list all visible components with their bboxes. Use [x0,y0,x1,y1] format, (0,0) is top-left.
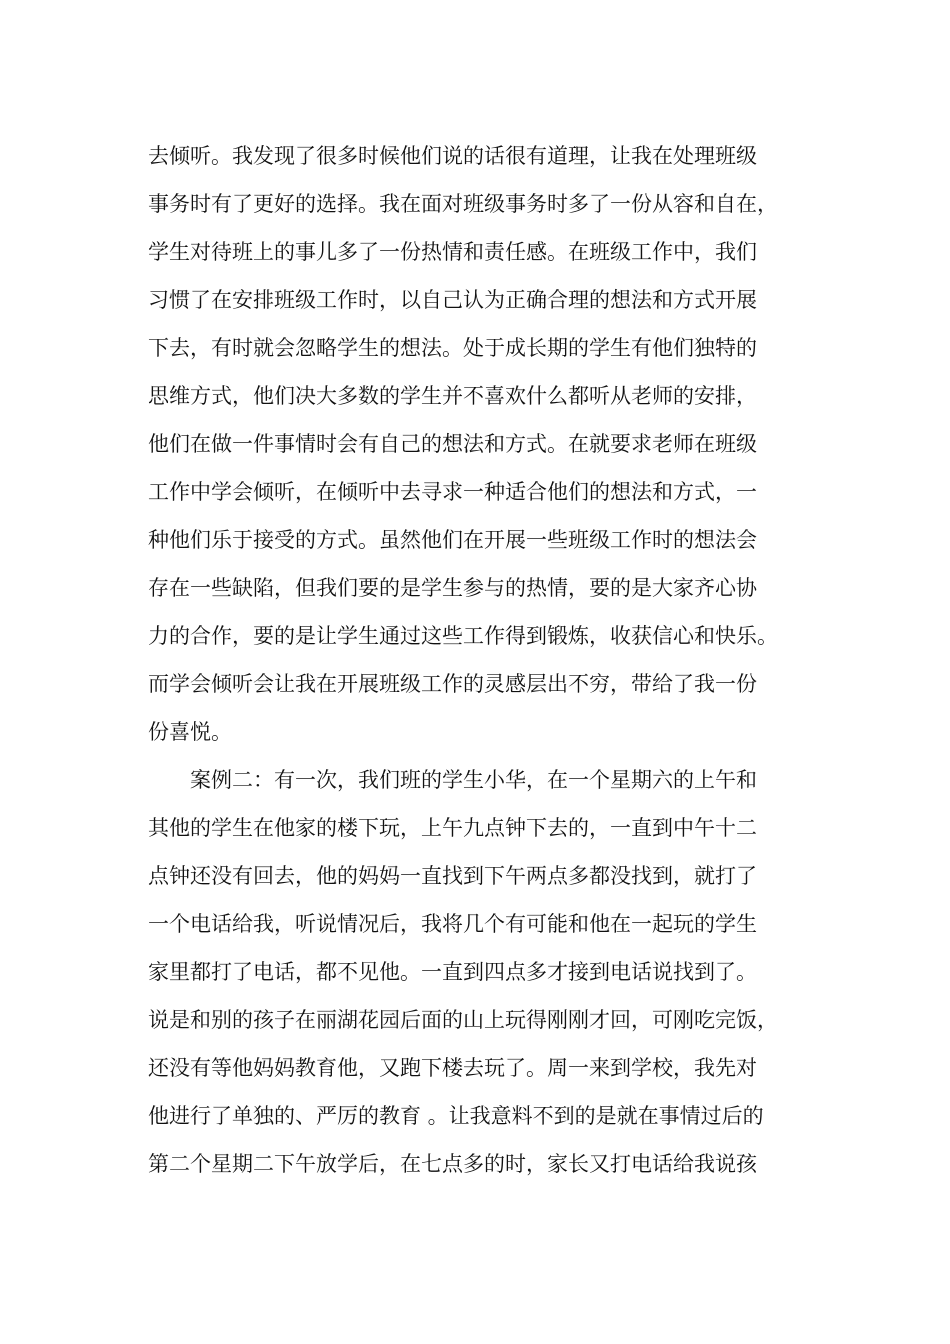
text-line: 点钟还没有回去，他的妈妈一直找到下午两点多都没找到，就打了 [148,864,757,888]
text-line: 事务时有了更好的选择。我在面对班级事务时多了一份从容和自在， [148,192,778,216]
text-line: 其他的学生在他家的楼下玩，上午九点钟下去的，一直到中午十二 [148,816,757,840]
text-line: 工作中学会倾听，在倾听中去寻求一种适合他们的想法和方式，一 [148,480,757,504]
text-line: 说是和别的孩子在丽湖花园后面的山上玩得刚刚才回，可刚吃完饭， [148,1008,778,1032]
text-line: 学生对待班上的事儿多了一份热情和责任感。在班级工作中，我们 [148,240,757,264]
text-line: 他进行了单独的、严厉的教育 。让我意料不到的是就在事情过后的 [148,1104,764,1128]
text-line: 去倾听。我发现了很多时候他们说的话很有道理，让我在处理班级 [148,144,757,168]
text-line: 存在一些缺陷，但我们要的是学生参与的热情，要的是大家齐心协 [148,576,757,600]
text-line: 种他们乐于接受的方式。虽然他们在开展一些班级工作时的想法会 [148,528,757,552]
text-line: 下去，有时就会忽略学生的想法。处于成长期的学生有他们独特的 [148,336,757,360]
text-line: 还没有等他妈妈教育他，又跑下楼去玩了。周一来到学校，我先对 [148,1056,757,1080]
text-line: 家里都打了电话，都不见他。一直到四点多才接到电话说找到了。 [148,960,757,984]
text-line: 力的合作，要的是让学生通过这些工作得到锻炼，收获信心和快乐。 [148,624,778,648]
paragraph-start-line: 案例二：有一次，我们班的学生小华，在一个星期六的上午和 [190,768,757,792]
text-line: 他们在做一件事情时会有自己的想法和方式。在就要求老师在班级 [148,432,757,456]
text-line: 份喜悦。 [148,720,232,744]
text-line: 而学会倾听会让我在开展班级工作的灵感层出不穷，带给了我一份 [148,672,757,696]
text-line: 第二个星期二下午放学后，在七点多的时，家长又打电话给我说孩 [148,1152,757,1176]
text-line: 习惯了在安排班级工作时，以自己认为正确合理的想法和方式开展 [148,288,757,312]
body-text [148,132,828,1188]
text-line: 思维方式，他们决大多数的学生并不喜欢什么都听从老师的安排， [148,384,757,408]
text-line: 一个电话给我，听说情况后，我将几个有可能和他在一起玩的学生 [148,912,757,936]
